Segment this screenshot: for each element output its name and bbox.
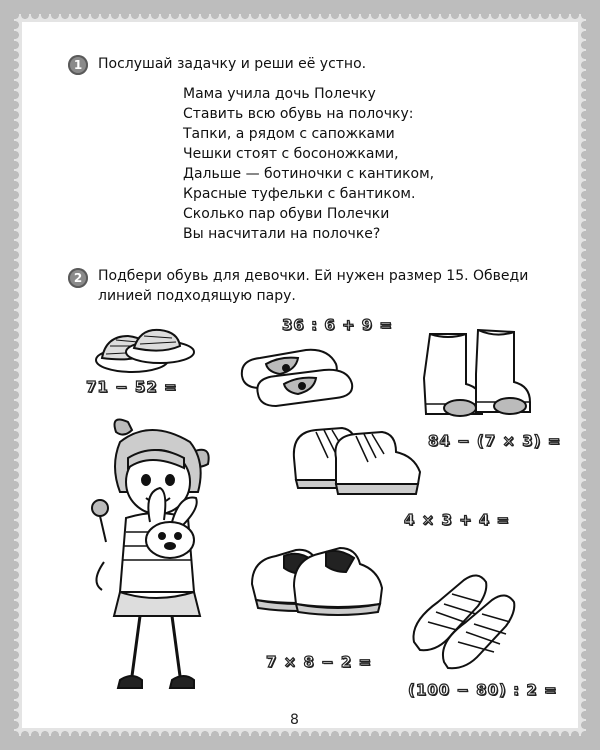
task-1-poem xyxy=(183,84,434,244)
rubber-boots-icon[interactable] xyxy=(416,328,536,423)
task-2-instruction-line-1: Подбери обувь для девочки. Ей нужен размер 15. Обведи xyxy=(98,268,529,284)
sandals-icon[interactable] xyxy=(408,562,536,670)
poem-line: Ставить всю обувь на полочку: xyxy=(183,106,414,122)
poem-line: Дальше — ботиночки с кантиком, xyxy=(183,166,435,182)
expression-cheshki: 36 : 6 + 9 = xyxy=(282,316,393,334)
poem-line: Тапки, а рядом с сапожками xyxy=(183,126,395,142)
poem-line: Чешки стоят с босоножками, xyxy=(183,146,399,162)
cheshki-icon[interactable] xyxy=(236,340,356,410)
poem-line: Красные туфельки с бантиком. xyxy=(183,186,416,202)
task-1-number-badge: 1 xyxy=(68,55,88,75)
poem-line: Вы насчитали на полочке? xyxy=(183,226,381,242)
page-number: 8 xyxy=(290,712,299,728)
expression-slippers: 71 − 52 = xyxy=(86,378,178,396)
task-1-instruction: Послушай задачку и реши её устно. xyxy=(98,56,367,72)
expression-shoes: 7 × 8 − 2 = xyxy=(266,653,373,671)
task-2-number-badge: 2 xyxy=(68,268,88,288)
poem-line: Мама учила дочь Полечку xyxy=(183,86,376,102)
expression-sneakers: 4 × 3 + 4 = xyxy=(404,511,511,529)
slippers-icon[interactable] xyxy=(92,318,202,378)
task-2-instruction-line-2: линией подходящую пару. xyxy=(98,288,296,304)
poem-line: Сколько пар обуви Полечки xyxy=(183,206,390,222)
velcro-shoes-icon[interactable] xyxy=(248,530,388,625)
girl-with-bunny-illustration xyxy=(80,412,260,702)
sneakers-icon[interactable] xyxy=(286,418,426,508)
expression-boots: 84 − (7 × 3) = xyxy=(428,432,562,450)
expression-sandals: (100 − 80) : 2 = xyxy=(408,681,558,699)
